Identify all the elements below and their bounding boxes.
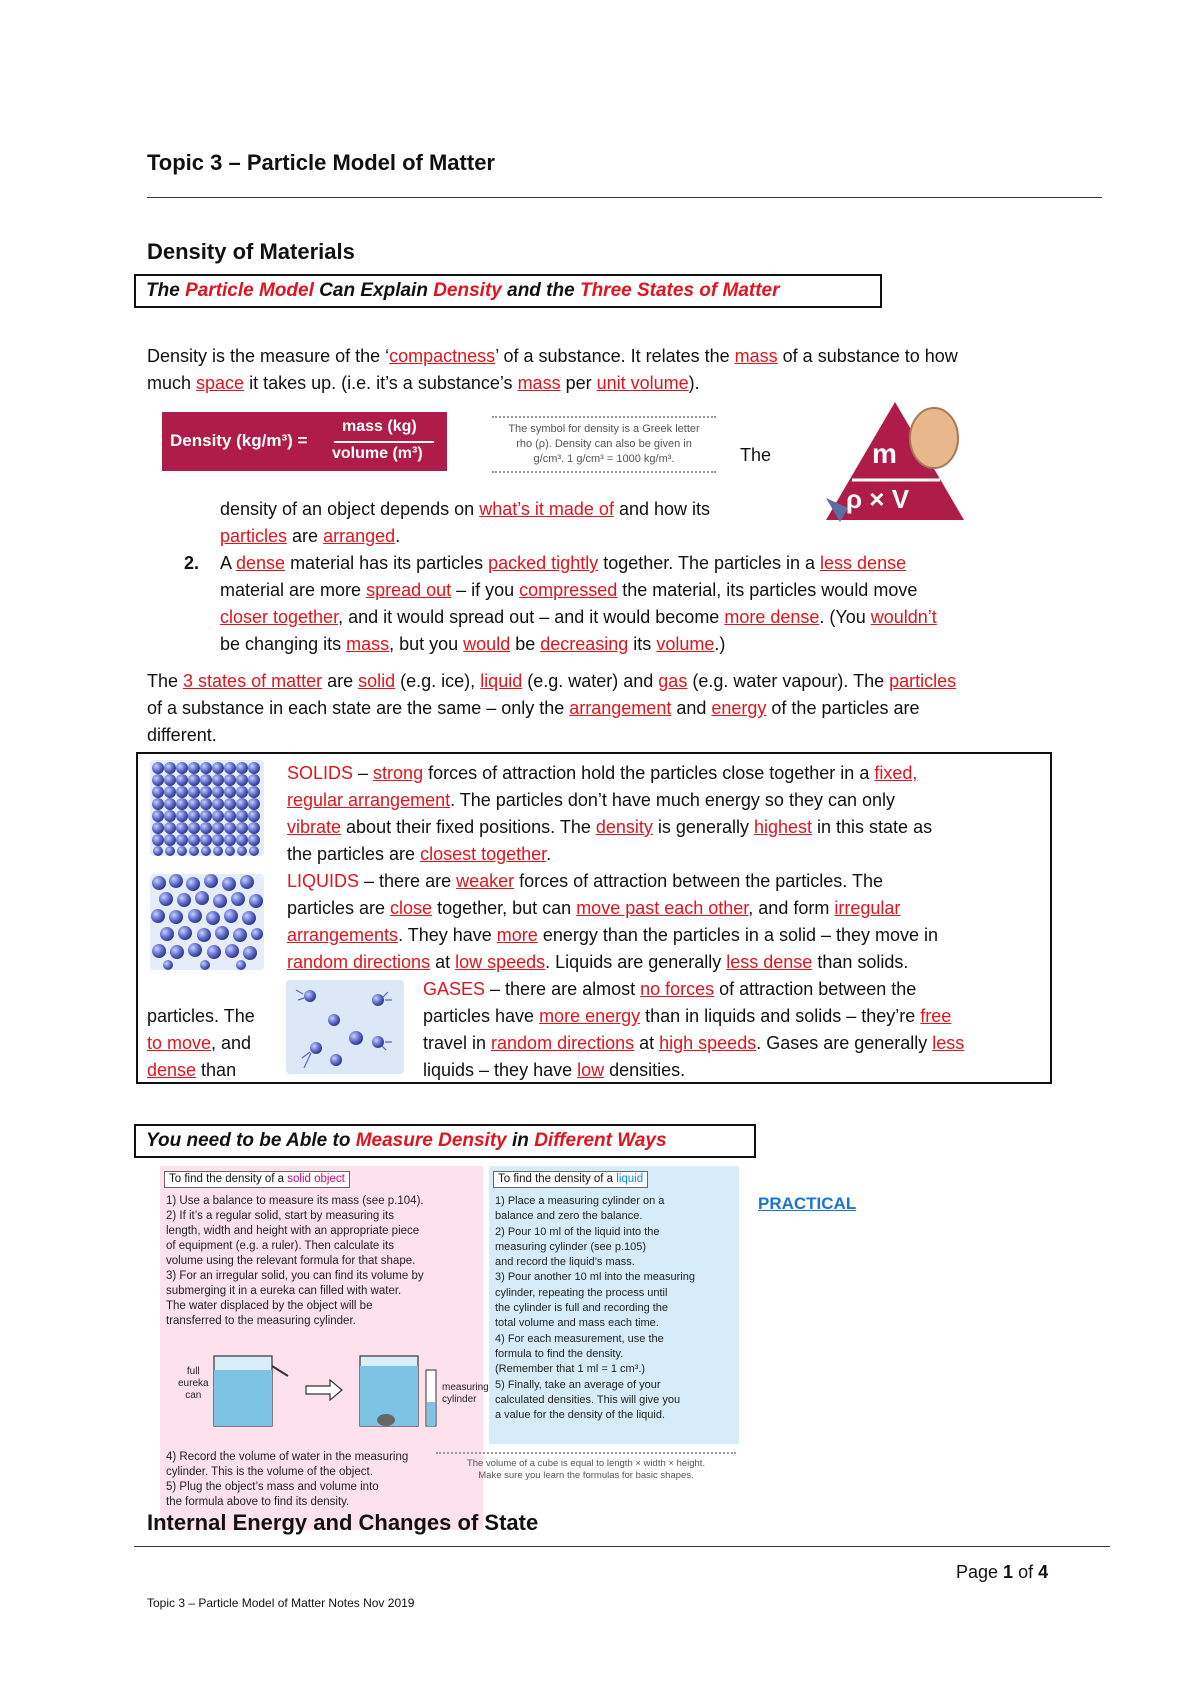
solids-text: SOLIDS – strong forces of attraction hold the particles close together in a fixed, regular arrangement. The particles don’t have much energy so they can only vibrate about their fixed positions. The density is generally highest in this state as the particles are closest together. [287, 763, 933, 864]
eureka-labels: full eureka can [178, 1366, 209, 1401]
triangle-rho-v: ρ × V [846, 484, 910, 514]
page-number: Page 1 of 4 [956, 1562, 1049, 1582]
liquids-text: LIQUIDS – there are weaker forces of attraction between the particles. The particles are close together, but can move past each other, and form irregular arrangements. They have more energy than the particles in a solid – they move in random directions at low speeds. Liquids are generally less dense than solids. [287, 871, 939, 972]
gases-text: GASES – there are almost no forces of attraction between the particles have more energy than in liquids and solids – they’re free travel in random directions at high speeds. Gases are generally less liquids – they have low densities. [423, 979, 965, 1080]
cylinder-labels: measuring cylinder [442, 1382, 489, 1405]
banner-particle-model: The Particle Model Can Explain Density and the Three States of Matter [134, 274, 882, 308]
banner-measure-density: You need to be Able to Measure Density in Different Ways [134, 1124, 756, 1158]
solid-object-card: To find the density of a solid object 1) Use a balance to measure its mass (see p.104). 2) If it’s a regular solid, start by measuring its length, width and height with an appropriate piece of equipment (e.g. a ruler). Then calculate its volume using the relevant formula for that shape. 3) For an irregular solid, you can find its volume by submerging it in a eureka can filled with water. The water displaced by the object will be transferred to the measuring cylinder. full eureka can measuring cylinder 4) Record the volume of water in the measuring cylinder. This is the volume of the object. 5) Plug the object’s mass and volume into the formula above to find its density. [160, 1166, 483, 1530]
section-heading-density: Density of Materials [147, 239, 355, 264]
section-heading-internal-energy: Internal Energy and Changes of State [147, 1510, 539, 1535]
practical-link[interactable]: PRACTICAL [758, 1194, 857, 1213]
list-item-2: A dense material has its particles packed tightly together. The particles in a less dense material are more spread out – if you compressed the material, its particles would move closer together, and it would spread out – and it would become more dense. (You wouldn’t be changing its mass, but you would be decreasing its volume.) [220, 553, 937, 654]
solid-particles-icon [150, 760, 264, 856]
gases-left-text: particles. The to move, and dense than [147, 1006, 255, 1080]
states-paragraph: The 3 states of matter are solid (e.g. ice), liquid (e.g. water) and gas (e.g. water vapour). The particles of a substance in each state are the same – only the arrangement and energy of the particles are different. [147, 671, 957, 745]
eureka-can-diagram-icon [210, 1340, 460, 1432]
page-title: Topic 3 – Particle Model of Matter [147, 150, 495, 175]
liquid-card: To find the density of a liquid 1) Place a measuring cylinder on a balance and zero the balance. 2) Pour 10 ml of the liquid into the measuring cylinder (see p.105) and record the liquid’s mass. 3) Pour another 10 ml into the measuring cylinder, repeating the process until the cylinder is full and recording the total volume and mass each time. 4) For each measurement, use the formula to find the density. (Remember that 1 ml = 1 cm³.) 5) Finally, take an average of your calculated densities. This will give you a value for the density of the liquid. [489, 1166, 739, 1444]
triangle-m: m [872, 438, 897, 469]
intro-paragraph: Density is the measure of the ‘compactness’ of a substance. It relates the mass of a substance to how much space it takes up. (i.e. it’s a substance’s mass per unit volume). [147, 346, 958, 393]
footer-rule [134, 1546, 1110, 1547]
gas-particles-icon [286, 980, 404, 1074]
rho-note: The symbol for density is a Greek letter rho (ρ). Density can also be given in g/cm³. 1 g/cm³ = 1000 kg/m³. [492, 416, 716, 473]
title-rule [147, 197, 1102, 198]
footer-doc-title: Topic 3 – Particle Model of Matter Notes Nov 2019 [147, 1596, 415, 1610]
list-item-1: density of an object depends on what’s it made of and how its particles are arranged. [220, 499, 711, 546]
the-word: The [740, 445, 772, 465]
density-formula: Density (kg/m³) = mass (kg) volume (m³) [162, 412, 447, 471]
cube-volume-note: The volume of a cube is equal to length × width × height. Make sure you learn the formulas for basic shapes. [436, 1452, 736, 1482]
liquid-particles-icon [150, 874, 264, 970]
list-item-2-number: 2. [184, 553, 200, 573]
